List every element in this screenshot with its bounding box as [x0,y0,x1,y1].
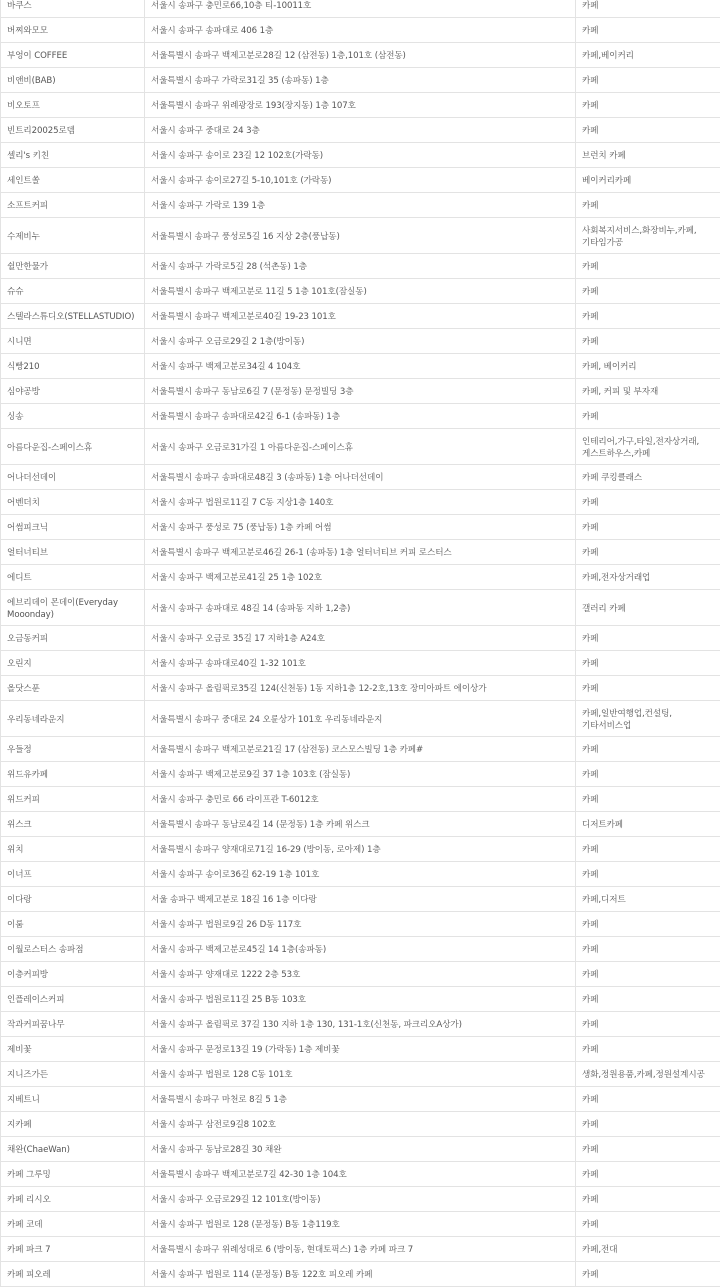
table-row [1,0,720,18]
address-cell: 서울시 송파구 백제고분로9길 37 1층 103호 (잠실동) [145,762,576,787]
address-cell: 서울특별시 송파구 위례성대로 6 (방이동, 현대토픽스) 1층 카페 파크 7 [145,1237,576,1262]
address-cell: 서울시 송파구 법원로11길 25 B동 103호 [145,987,576,1012]
table-row [1,762,720,787]
address-cell: 서울특별시 송파구 백제고분로46길 26-1 (송파동) 1층 얼터너티브 커피 로스터스 [145,540,576,565]
cafe-name-cell: 에디트 [1,565,145,590]
category-cell: 카페 [576,404,720,429]
address-cell: 서울특별시 송파구 동남로6길 7 (문정동) 문정빌딩 3층 [145,379,576,404]
address-cell: 서울시 송파구 송파대로 48길 14 (송파동 지하 1,2층) [145,590,576,626]
table-row [1,737,720,762]
category-cell: 카페 [576,762,720,787]
address-cell: 서울시 송파구 송이로36길 62-19 1층 101호 [145,862,576,887]
address-cell: 서울특별시 송파구 양재대로71길 16-29 (방이동, 로아제) 1층 [145,837,576,862]
category-cell: 카페 [576,676,720,701]
cafe-name-cell: 오린지 [1,651,145,676]
table-row [1,1112,720,1137]
table-row [1,787,720,812]
category-cell: 카페 [576,18,720,43]
table-row [1,1137,720,1162]
cafe-name-cell: 어나더선데이 [1,465,145,490]
address-cell: 서울시 송파구 송이로27길 5-10,101호 (가락동) [145,168,576,193]
address-cell: 서울특별시 송파구 송파대로42길 6-1 (송파동) 1층 [145,404,576,429]
cafe-name-cell: 심야공방 [1,379,145,404]
cafe-name-cell: 지카페 [1,1112,145,1137]
category-cell: 카페 [576,1037,720,1062]
category-cell: 카페 [576,987,720,1012]
category-cell: 카페 [576,193,720,218]
category-cell: 사회복지서비스,화장비누,카페,기타임가공 [576,218,720,254]
category-cell: 카페 [576,1087,720,1112]
table-row [1,218,720,254]
category-cell: 갤러리 카페 [576,590,720,626]
address-cell: 서울시 송파구 오금로29길 2 1층(방이동) [145,329,576,354]
cafe-name-cell: 비앤비(BAB) [1,68,145,93]
category-cell: 카페,디저트 [576,887,720,912]
category-cell: 카페 [576,118,720,143]
category-cell: 카페 쿠킹클래스 [576,465,720,490]
table-row [1,987,720,1012]
cafe-name-cell: 카페 리시오 [1,1187,145,1212]
table-row [1,18,720,43]
address-cell: 서울특별시 송파구 송파대로48길 3 (송파동) 1층 어나더선데이 [145,465,576,490]
category-cell: 카페 [576,515,720,540]
cafe-name-cell: 아름다운집-스페이스휴 [1,429,145,465]
address-cell: 서울특별시 송파구 백제고분로21길 17 (삼전동) 코스모스빌딩 1층 카페# [145,737,576,762]
address-cell: 서울시 송파구 백제고분로34길 4 104호 [145,354,576,379]
cafe-name-cell: 세인트쏠 [1,168,145,193]
cafe-name-cell: 카페 파크 7 [1,1237,145,1262]
table-row [1,1187,720,1212]
cafe-name-cell: 이룸 [1,912,145,937]
category-cell: 카페 [576,540,720,565]
cafe-name-cell: 싱송 [1,404,145,429]
cafe-name-cell: 에브리데이 몬데이(Everyday Mooonday) [1,590,145,626]
cafe-name-cell: 버찌와모모 [1,18,145,43]
address-cell: 서울시 송파구 백제고분로45길 14 1층(송파동) [145,937,576,962]
cafe-name-cell: 바쿠스 [1,0,145,18]
cafe-name-cell: 이다랑 [1,887,145,912]
table-row [1,626,720,651]
address-cell: 서울특별시 송파구 백제고분로28길 12 (삼전동) 1층,101호 (삼전동) [145,43,576,68]
category-cell: 카페 [576,93,720,118]
cafe-name-cell: 쉴만한물가 [1,254,145,279]
table-row [1,490,720,515]
category-cell: 베이커리카페 [576,168,720,193]
cafe-name-cell: 오금동커피 [1,626,145,651]
table-row [1,329,720,354]
address-cell: 서울시 송파구 삼전로9길8 102호 [145,1112,576,1137]
category-cell: 카페 [576,1212,720,1237]
cafe-name-cell: 빈트리20025로뎀 [1,118,145,143]
category-cell: 카페,전대 [576,1237,720,1262]
cafe-name-cell: 이월로스터스 송파점 [1,937,145,962]
category-cell: 카페 [576,962,720,987]
address-cell: 서울시 송파구 법원로 114 (문정동) B동 122호 피오레 카페 [145,1262,576,1287]
table-row [1,354,720,379]
address-cell: 서울시 송파구 오금로31가길 1 아름다운집-스페이스휴 [145,429,576,465]
address-cell: 서울시 송파구 풍성로 75 (풍납동) 1층 카페 어썸 [145,515,576,540]
table-row [1,379,720,404]
address-cell: 서울특별시 송파구 동남로4길 14 (문정동) 1층 카페 위스크 [145,812,576,837]
table-row [1,404,720,429]
address-cell: 서울특별시 송파구 위례광장로 193(장지동) 1층 107호 [145,93,576,118]
cafe-name-cell: 인플레이스커피 [1,987,145,1012]
table-row [1,1212,720,1237]
table-row [1,962,720,987]
cafe-name-cell: 위스크 [1,812,145,837]
table-row [1,1062,720,1087]
cafe-name-cell: 제비꽃 [1,1037,145,1062]
category-cell: 카페 [576,490,720,515]
table-row [1,812,720,837]
table-row [1,651,720,676]
cafe-name-cell: 식빵210 [1,354,145,379]
address-cell: 서울시 송파구 충민로 66 라이프관 T-6012호 [145,787,576,812]
address-cell: 서울특별시 송파구 풍성로5길 16 지상 2층(풍납동) [145,218,576,254]
table-row [1,912,720,937]
table-row [1,837,720,862]
cafe-name-cell: 카페 코데 [1,1212,145,1237]
category-cell: 카페,전자상거래업 [576,565,720,590]
category-cell: 디저트카페 [576,812,720,837]
cafe-name-cell: 지베트니 [1,1087,145,1112]
category-cell: 카페 [576,279,720,304]
cafe-name-cell: 우들정 [1,737,145,762]
category-cell: 카페 [576,329,720,354]
table-row [1,304,720,329]
category-cell: 카페,일반여행업,컨설팅,기타서비스업 [576,701,720,737]
address-cell: 서울시 송파구 송이로 23길 12 102호(가락동) [145,143,576,168]
address-cell: 서울특별시 송파구 백제고분로 11길 5 1층 101호(잠실동) [145,279,576,304]
category-cell: 카페 [576,1112,720,1137]
table-row [1,676,720,701]
address-cell: 서울시 송파구 동남로28길 30 채완 [145,1137,576,1162]
category-cell: 브런치 카페 [576,143,720,168]
category-cell: 카페 [576,937,720,962]
category-cell: 카페 [576,737,720,762]
table-row [1,590,720,626]
table-row [1,193,720,218]
table-row [1,168,720,193]
category-cell: 카페 [576,1187,720,1212]
category-cell: 카페 [576,254,720,279]
category-cell: 카페 [576,0,720,18]
address-cell: 서울특별시 송파구 백제고분로7길 42-30 1층 104호 [145,1162,576,1187]
category-cell: 카페 [576,68,720,93]
cafe-name-cell: 비오토프 [1,93,145,118]
table-row [1,254,720,279]
cafe-name-cell: 위치 [1,837,145,862]
table-row [1,143,720,168]
address-cell: 서울시 송파구 오금로29길 12 101호(방이동) [145,1187,576,1212]
table-row [1,465,720,490]
address-cell: 서울시 송파구 올림픽로35길 124(신천동) 1동 지하1층 12-2호,13호 장미아파트 에이상가 [145,676,576,701]
table-row [1,937,720,962]
category-cell: 카페 [576,912,720,937]
address-cell: 서울특별시 송파구 가락로31길 35 (송파동) 1층 [145,68,576,93]
address-cell: 서울시 송파구 법원로 128 C동 101호 [145,1062,576,1087]
table-row [1,1237,720,1262]
cafe-name-cell: 위드커피 [1,787,145,812]
table-row [1,887,720,912]
cafe-name-cell: 부엉이 COFFEE [1,43,145,68]
category-cell: 생화,정원용품,카페,정원설계시공 [576,1062,720,1087]
address-cell: 서울시 송파구 문정로13길 19 (가락동) 1층 제비꽃 [145,1037,576,1062]
cafe-name-cell: 위드유카페 [1,762,145,787]
category-cell: 카페 [576,1012,720,1037]
address-cell: 서울 송파구 백제고분로 18길 16 1층 이다랑 [145,887,576,912]
cafe-name-cell: 카페 그루밍 [1,1162,145,1187]
address-cell: 서울시 송파구 중대로 24 3층 [145,118,576,143]
table-row [1,1087,720,1112]
cafe-name-cell: 셀리's 키친 [1,143,145,168]
cafe-name-cell: 이너프 [1,862,145,887]
table-row [1,701,720,737]
address-cell: 서울특별시 송파구 중대로 24 오륜상가 101호 우리동네라운지 [145,701,576,737]
address-cell: 서울시 송파구 충민로66,10층 티-10011호 [145,0,576,18]
category-cell: 카페, 커피 및 부자재 [576,379,720,404]
category-cell: 카페 [576,1262,720,1287]
address-cell: 서울시 송파구 법원로9길 26 D동 117호 [145,912,576,937]
table-row [1,118,720,143]
category-cell: 카페 [576,1162,720,1187]
table-row [1,1162,720,1187]
category-cell: 카페 [576,651,720,676]
table-row [1,515,720,540]
address-cell: 서울시 송파구 가락로5길 28 (석촌동) 1층 [145,254,576,279]
address-cell: 서울시 송파구 법원로 128 (문정동) B동 1층119호 [145,1212,576,1237]
address-cell: 서울시 송파구 가락로 139 1층 [145,193,576,218]
category-cell: 카페 [576,304,720,329]
cafe-name-cell: 시니면 [1,329,145,354]
cafe-name-cell: 슈슈 [1,279,145,304]
table-row [1,429,720,465]
cafe-name-cell: 얼터너티브 [1,540,145,565]
table-row [1,540,720,565]
category-cell: 카페, 베이커리 [576,354,720,379]
table-row [1,43,720,68]
category-cell: 카페 [576,787,720,812]
cafe-name-cell: 소프트커피 [1,193,145,218]
cafe-name-cell: 카페 피오레 [1,1262,145,1287]
address-cell: 서울시 송파구 양재대로 1222 2층 53호 [145,962,576,987]
table-body [1,0,720,1287]
address-cell: 서울시 송파구 송파대로40길 1-32 101호 [145,651,576,676]
table-row [1,1037,720,1062]
cafe-name-cell: 올닷스푼 [1,676,145,701]
cafe-name-cell: 스텔라스튜디오(STELLASTUDIO) [1,304,145,329]
table-row [1,565,720,590]
cafe-name-cell: 지니즈가든 [1,1062,145,1087]
table-row [1,93,720,118]
cafe-name-cell: 어벤더치 [1,490,145,515]
category-cell: 카페,베이커리 [576,43,720,68]
category-cell: 카페 [576,837,720,862]
address-cell: 서울시 송파구 오금로 35길 17 지하1층 A24호 [145,626,576,651]
cafe-name-cell: 작과커피꿈나무 [1,1012,145,1037]
address-cell: 서울특별시 송파구 백제고분로40길 19-23 101호 [145,304,576,329]
cafe-name-cell: 채완(ChaeWan) [1,1137,145,1162]
cafe-name-cell: 어썸피크닉 [1,515,145,540]
cafe-name-cell: 이층커피방 [1,962,145,987]
table-row [1,68,720,93]
category-cell: 카페 [576,1137,720,1162]
address-cell: 서울시 송파구 백제고분로41길 25 1층 102호 [145,565,576,590]
category-cell: 카페 [576,862,720,887]
category-cell: 인테리어,가구,타일,전자상거래,게스트하우스,카페 [576,429,720,465]
address-cell: 서울특별시 송파구 마천로 8길 5 1층 [145,1087,576,1112]
address-cell: 서울시 송파구 법원로11길 7 C동 지상1층 140호 [145,490,576,515]
table-row [1,1012,720,1037]
category-cell: 카페 [576,626,720,651]
cafe-name-cell: 수제비누 [1,218,145,254]
cafe-name-cell: 우리동네라운지 [1,701,145,737]
table-row [1,279,720,304]
table-row [1,862,720,887]
address-cell: 서울시 송파구 송파대로 406 1층 [145,18,576,43]
address-cell: 서울시 송파구 올림픽로 37길 130 지하 1층 130, 131-1호(신천동, 파크리오A상가) [145,1012,576,1037]
